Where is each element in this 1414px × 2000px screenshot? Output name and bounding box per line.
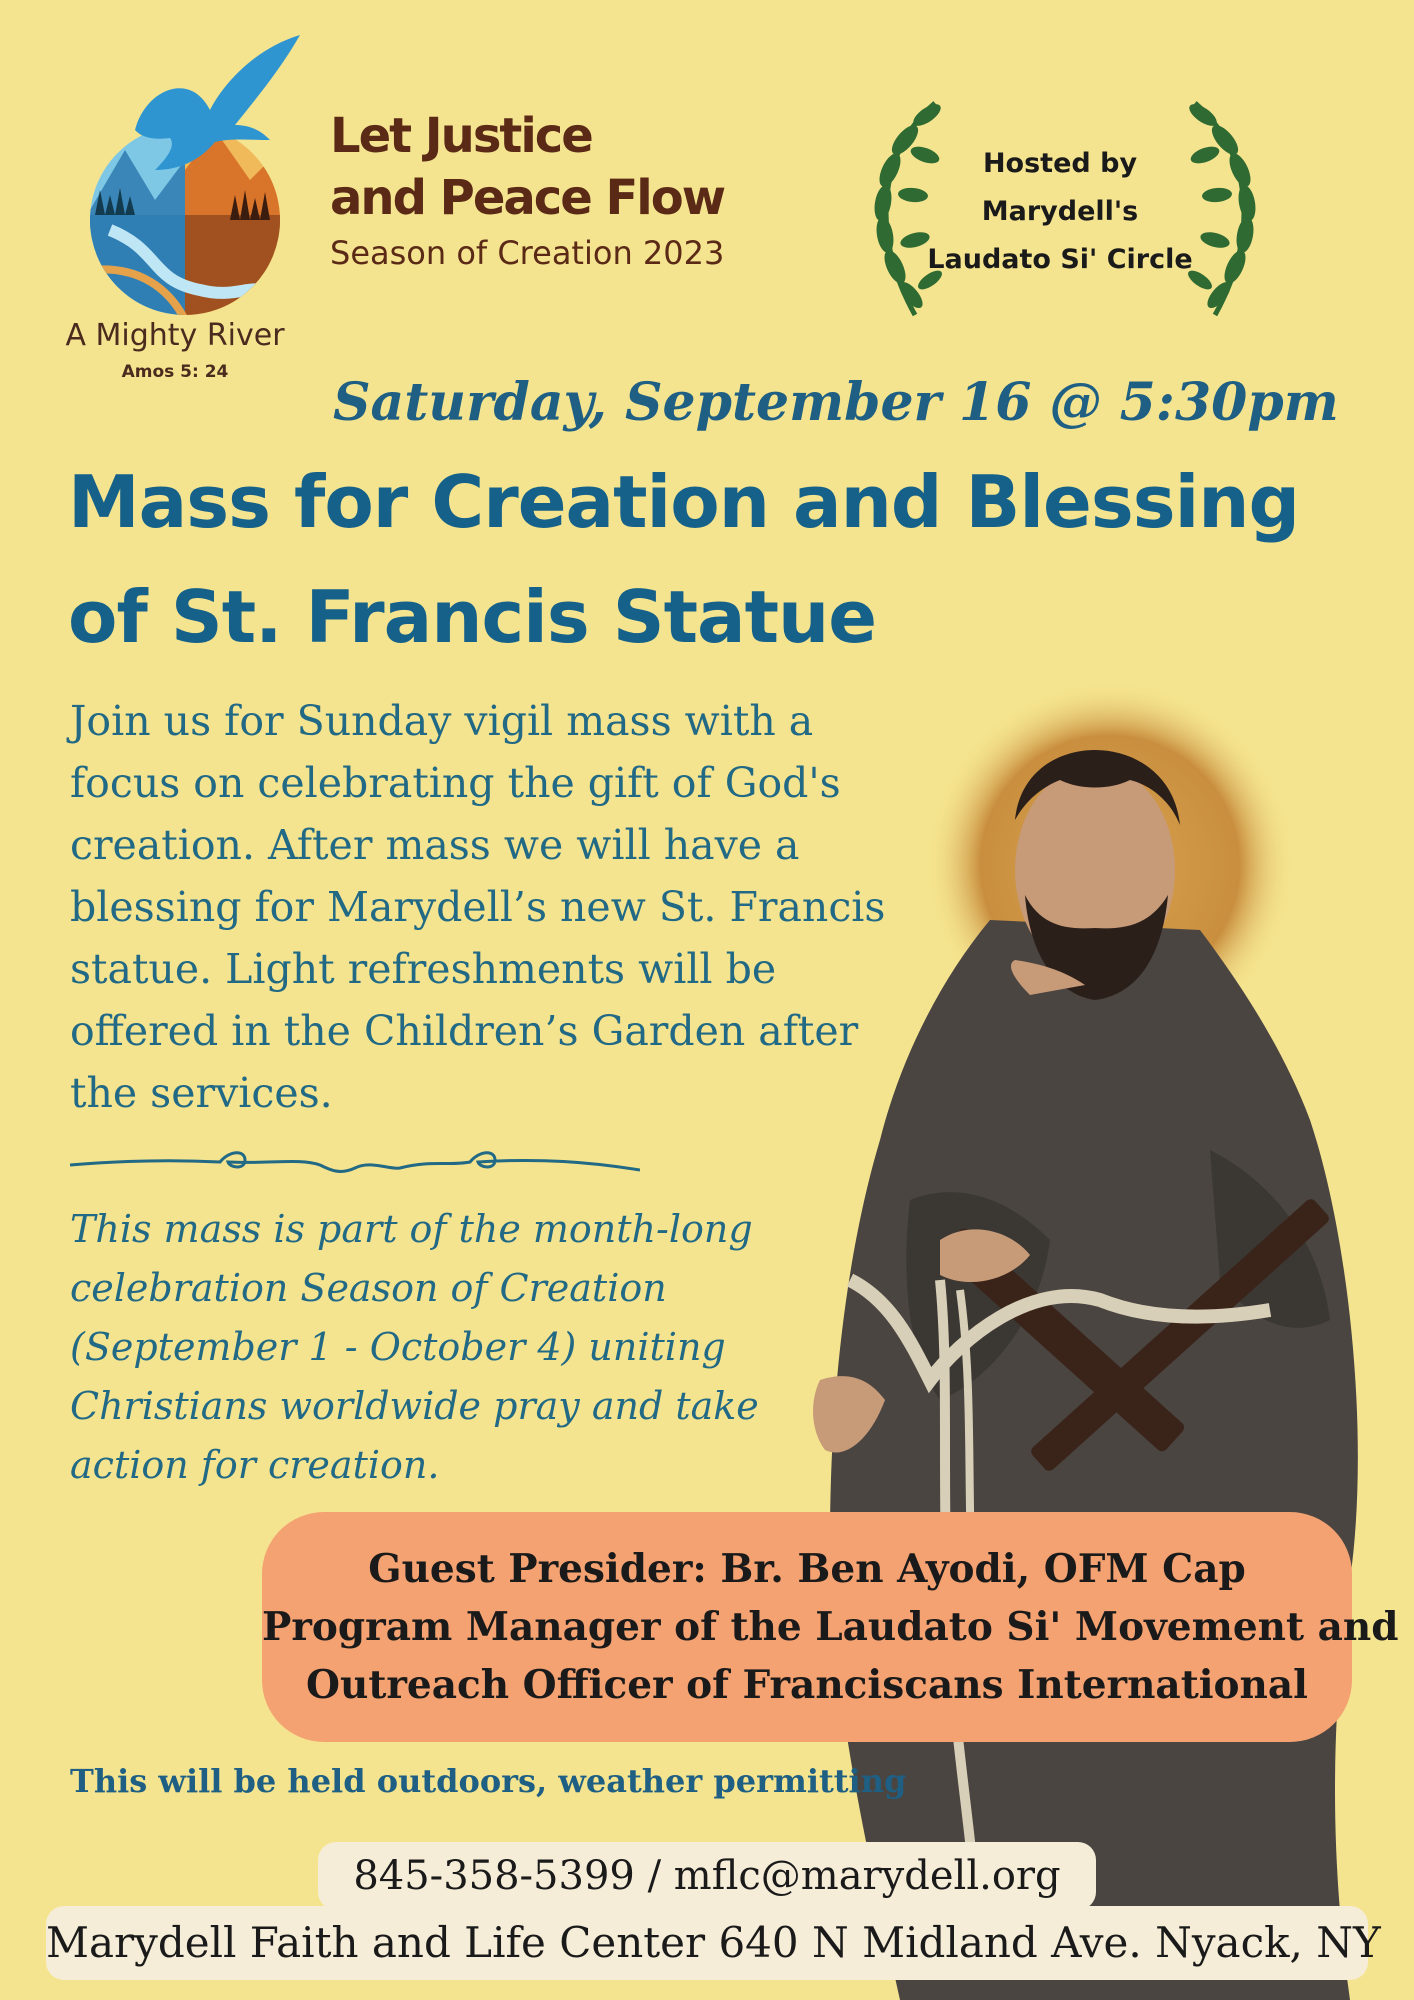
event-description: Join us for Sunday vigil mass with a focus on celebrating the gift of God's creation. After mass we will have a blessing for Marydell’s new St. Francis statue. Light refreshments will be offered in the Children’s Garden after the services. — [70, 697, 886, 1117]
logo-verse: Amos 5: 24 — [121, 362, 229, 382]
brand-title-line2: and Peace Flow — [330, 170, 725, 226]
host-line2: Marydell's — [981, 196, 1139, 227]
presider-line3: Outreach Officer of Franciscans International — [306, 1662, 1308, 1708]
outdoors-note: This will be held outdoors, weather permitting — [70, 1762, 907, 1800]
event-date: Saturday, September 16 @ 5:30pm — [333, 372, 1339, 433]
event-title-line1: Mass for Creation and Blessing — [68, 460, 1300, 544]
host-line3: Laudato Si' Circle — [927, 244, 1193, 275]
brand-title-line1: Let Justice — [330, 108, 592, 164]
season-note: This mass is part of the month-long celebration Season of Creation (September 1 - October 4) uniting Christians worldwide pray and take action for creation. — [70, 1207, 759, 1487]
presider-line2: Program Manager of the Laudato Si' Movement and — [262, 1604, 1399, 1650]
swirl-divider-icon — [70, 1140, 640, 1180]
brand-subtitle: Season of Creation 2023 — [330, 234, 725, 272]
contact-address: Marydell Faith and Life Center 640 N Midland Ave. Nyack, NY — [46, 1906, 1368, 1980]
contact-phone-email: 845-358-5399 / mflc@marydell.org — [318, 1842, 1096, 1910]
host-line1: Hosted by — [982, 148, 1138, 179]
presider-box — [262, 1512, 1399, 1742]
host-info — [900, 140, 1220, 284]
dove-river-logo-icon — [50, 30, 320, 320]
event-title-line2: of St. Francis Statue — [68, 575, 877, 659]
logo-caption: A Mighty River — [65, 318, 285, 353]
presider-line1: Guest Presider: Br. Ben Ayodi, OFM Cap — [368, 1546, 1246, 1592]
